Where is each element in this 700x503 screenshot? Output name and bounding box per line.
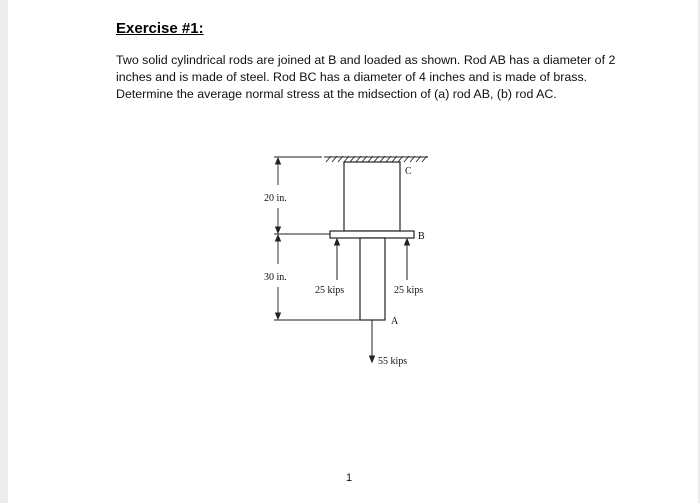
dimension-20in-label: 20 in. [264,193,287,204]
load-bottom-label: 55 kips [378,356,408,367]
dimension-30in-label: 30 in. [264,272,287,283]
rod-ab [360,238,385,320]
page-number: 1 [346,472,353,484]
point-c-label: C [405,166,412,177]
load-right-label: 25 kips [394,285,424,296]
load-left-label: 25 kips [315,285,345,296]
exercise-title: Exercise #1: [116,20,204,37]
ceiling-support [324,156,428,162]
rod-diagram [8,0,698,503]
point-a-label: A [391,316,399,327]
document-page [8,0,698,503]
rod-bc [344,162,400,231]
point-b-label: B [418,231,425,242]
collar-plate [330,231,414,238]
problem-statement: Two solid cylindrical rods are joined at B and loaded as shown. Rod AB has a diameter of 2 inches and is made of steel. Rod BC has a diameter of 4 inches and is made of brass. Determine the average normal stress at the midsection of (a) rod AB, (b) rod AC. [116,53,616,101]
